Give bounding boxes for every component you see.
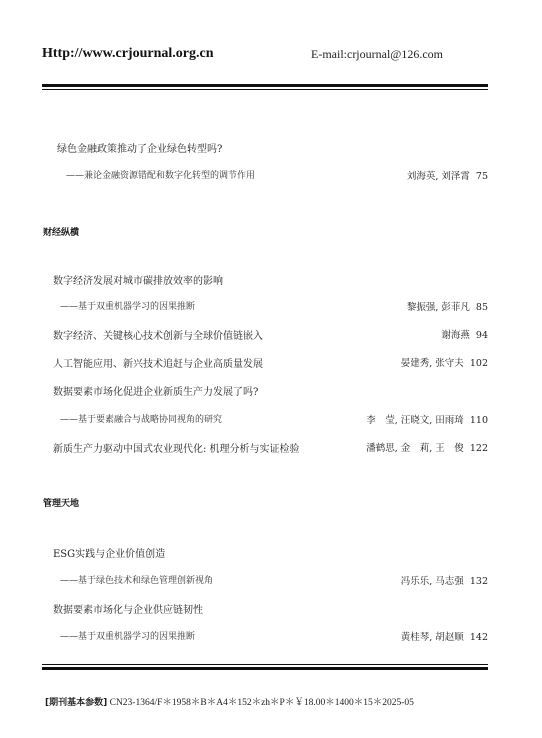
article-authors: 谢海燕 [441, 330, 470, 341]
article-authors: 冯乐乐, 马志强 [400, 576, 464, 587]
footer-label: [期刊基本参数] [45, 698, 108, 708]
header-rule-thick [42, 84, 488, 87]
header-rule-thin [42, 89, 488, 90]
article-title[interactable]: 数字经济、关键核心技术创新与全球价值链嵌入 [53, 331, 263, 342]
article-page: 122 [469, 443, 488, 454]
article-page: 85 [475, 302, 488, 313]
footer-params: CN23-1364/F＊1958＊B＊A4＊152＊zh＊P＊￥18.00＊1400＊15＊2025-05 [109, 698, 414, 708]
article-title[interactable]: 人工智能应用、新兴技术追赶与企业高质量发展 [53, 359, 263, 370]
article-page: 102 [469, 358, 488, 369]
article-authors-page [441, 327, 488, 341]
article-authors: 黎振强, 彭菲凡 [406, 302, 470, 313]
journal-parameters [45, 694, 414, 708]
article-title[interactable]: 新质生产力驱动中国式农业现代化: 机理分析与实证检验 [53, 444, 300, 455]
article-subtitle: ——基于双重机器学习的因果推断 [60, 302, 196, 312]
article-subtitle: ——基于双重机器学习的因果推断 [60, 632, 196, 642]
article-authors-page [401, 573, 488, 587]
article-authors-page [401, 629, 488, 643]
article-authors: 潘鹤思, 金 莉, 王 俊 [366, 443, 464, 454]
section-heading: 财经纵横 [43, 228, 80, 238]
article-page: 132 [469, 576, 488, 587]
article-authors: 晏建秀, 张守夫 [400, 358, 464, 369]
article-authors: 李 莹, 汪晓文, 田雨琦 [366, 415, 464, 426]
article-title[interactable]: 数据要素市场化促进企业新质生产力发展了吗? [53, 387, 259, 398]
article-page: 142 [469, 632, 488, 643]
article-authors-page [366, 412, 488, 426]
article-title[interactable]: 数字经济发展对城市碳排放效率的影响 [53, 276, 223, 287]
article-authors-page [407, 168, 488, 182]
article-title[interactable]: 数据要素市场化与企业供应链韧性 [53, 605, 203, 616]
footer-rule-thick [42, 667, 488, 670]
article-authors: 刘海英, 刘泽霄 [406, 171, 470, 182]
journal-url: Http://www.crjournal.org.cn [42, 46, 214, 61]
journal-email: E-mail:crjournal@126.com [311, 47, 444, 61]
article-title[interactable]: ESG实践与企业价值创造 [53, 549, 166, 560]
article-title[interactable]: 绿色金融政策推动了企业绿色转型吗? [57, 144, 223, 155]
article-authors-page [366, 440, 488, 454]
article-page: 75 [475, 171, 488, 182]
article-authors-page [407, 299, 488, 313]
section-heading: 管理天地 [43, 499, 80, 509]
footer-rule-thin [42, 664, 488, 665]
article-page: 94 [475, 330, 488, 341]
article-subtitle: ——兼论金融资源错配和数字化转型的调节作用 [66, 171, 256, 181]
article-page: 110 [469, 415, 488, 426]
article-subtitle: ——基于绿色技术和绿色管理创新视角 [60, 576, 214, 586]
article-authors-page [401, 355, 488, 369]
article-authors: 黄桂琴, 胡赵顺 [400, 632, 464, 643]
article-subtitle: ——基于要素融合与战略协同视角的研究 [60, 415, 223, 425]
